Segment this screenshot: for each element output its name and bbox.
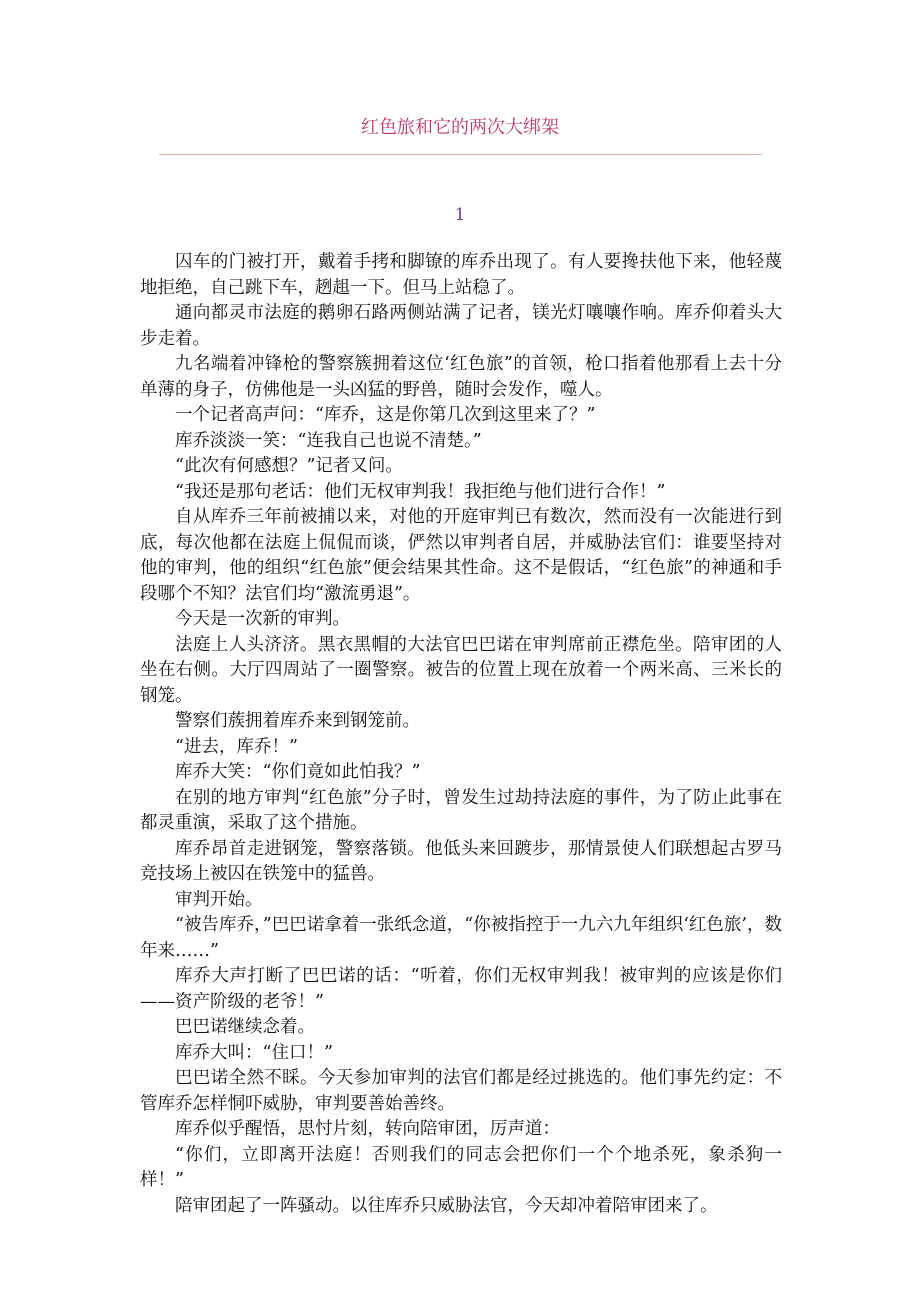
paragraph: 法庭上人头济济。黑衣黑帽的大法官巴巴诺在审判席前正襟危坐。陪审团的人坐在右侧。大厅四周站了一圈警察。被告的位置上现在放着一个两米高、三米长的钢笼。 xyxy=(140,634,782,706)
paragraph: “你们，立即离开法庭！否则我们的同志会把你们一个个地杀死，象杀狗一样！” xyxy=(140,1144,782,1190)
paragraph: “我还是那句老话：他们无权审判我！我拒绝与他们进行合作！” xyxy=(175,481,666,502)
paragraph: 在别的地方审判“红色旅”分子时，曾发生过劫持法庭的事件，为了防止此事在都灵重演，采取了这个措施。 xyxy=(140,787,782,833)
chapter-number: 1 xyxy=(454,205,466,225)
paragraph: 巴巴诺继续念着。 xyxy=(175,1017,315,1037)
paragraph: 库乔淡淡一笑：“连我自己也说不清楚。” xyxy=(175,430,482,451)
paragraph: 通向都灵市法庭的鹅卵石路两侧站满了记者，镁光灯嚷嚷作响。库乔仰着头大步走着。 xyxy=(140,303,782,349)
paragraph: 巴巴诺全然不睬。今天参加审判的法官们都是经过挑选的。他们事先约定：不管库乔怎样恫吓威胁，审判要善始善终。 xyxy=(140,1068,782,1114)
paragraph: 审判开始。 xyxy=(175,889,263,910)
paragraph: 库乔昂首走进钢笼，警察落锁。他低头来回踱步，那情景使人们联想起古罗马竞技场上被囚在铁笼中的猛兽。 xyxy=(140,838,782,884)
title-divider xyxy=(159,154,762,155)
paragraph: 库乔大声打断了巴巴诺的话：“听着，你们无权审判我！被审判的应该是你们——资产阶级的老爷！” xyxy=(140,966,782,1012)
paragraph: “此次有何感想？”记者又问。 xyxy=(175,456,403,476)
paragraph: 陪审团起了一阵骚动。以往库乔只威胁法官，今天却冲着陪审团来了。 xyxy=(175,1195,718,1216)
paragraph: 自从库乔三年前被捕以来，对他的开庭审判已有数次，然而没有一次能进行到底，每次他都在法庭上侃侃而谈，俨然以审判者自居，并威胁法官们：谁要坚持对他的审判，他的组织“红色旅”便会结果其性命。这不是假话，“红色旅”的神通和手段哪个不知？法官们均“激流勇退”。 xyxy=(140,507,782,604)
paragraph: 警察们蔟拥着库乔来到钢笼前。 xyxy=(175,711,420,731)
article-body xyxy=(140,250,782,1219)
paragraph: 囚车的门被打开，戴着手拷和脚镣的库乔出现了。有人要搀扶他下来，他轻蔑地拒绝，自己跳下车，趔趄一下。但马上站稳了。 xyxy=(140,252,782,298)
paragraph: 库乔大叫：“住口！” xyxy=(175,1042,333,1063)
paragraph: 九名端着冲锋枪的警察簇拥着这位‘红色旅”的首领，枪口指着他那看上去十分单薄的身子，仿佛他是一头凶猛的野兽，随时会发作，噬人。 xyxy=(140,354,782,400)
paragraph: 今天是一次新的审判。 xyxy=(175,609,350,629)
document-title: 红色旅和它的两次大绑架 xyxy=(361,117,559,138)
paragraph: 库乔似乎醒悟，思忖片刻，转向陪审团，厉声道： xyxy=(175,1119,560,1139)
paragraph: 一个记者高声问：“库乔，这是你第几次到这里来了？” xyxy=(175,405,596,425)
paragraph: “进去，库乔！” xyxy=(175,736,298,757)
paragraph: “被告库乔，”巴巴诺拿着一张纸念道，“你被指控于一九六九年组织‘红色旅’，数年来……” xyxy=(140,915,782,961)
paragraph: 库乔大笑：“你们竟如此怕我？” xyxy=(175,762,421,782)
